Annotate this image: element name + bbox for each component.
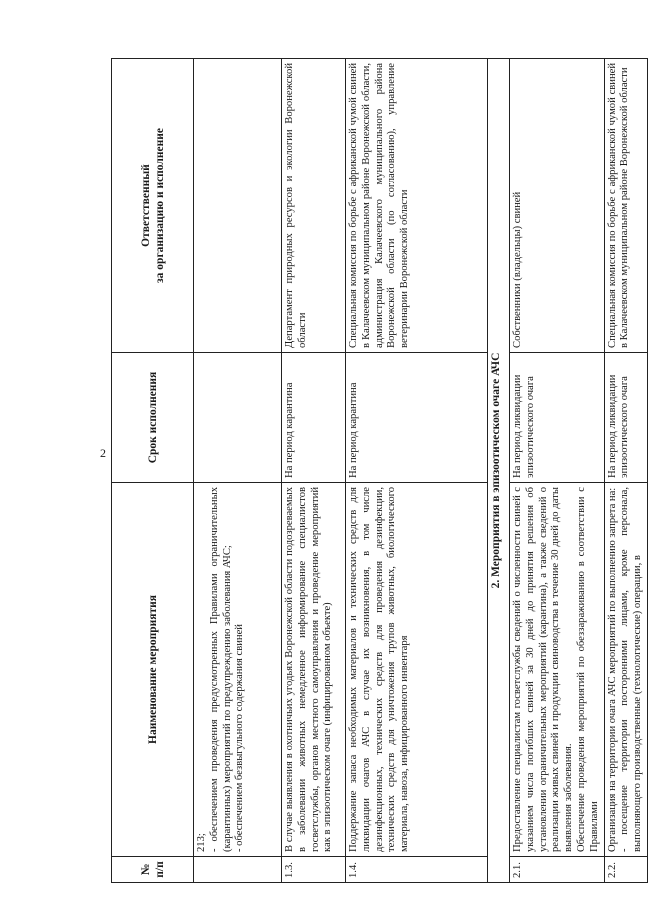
cell-event-name: Организация на территории очага АЧС мероприятий по выполнению запрета на: - посещение территории посторонними лицами, кроме персонала, выполняющего производственные (технологические) операции, в bbox=[604, 483, 647, 857]
cell-responsible: Специальная комиссия по борьбе с африканской чумой свиней в Калачеевском муниципальном районе Воронежской области, администрация Калачеевского муниципального района Воронежской области (по согласованию), управление ветеринарии Воронежской области bbox=[346, 59, 488, 353]
cell-number: 2.1. bbox=[510, 857, 605, 883]
cell-number: 1.3. bbox=[282, 857, 346, 883]
cell-deadline: На период ликвидации эпизоотического очага bbox=[604, 353, 647, 483]
cell-number bbox=[194, 857, 282, 883]
section-heading-row bbox=[488, 59, 510, 883]
cell-responsible bbox=[194, 59, 282, 353]
table-row bbox=[346, 59, 488, 883]
page-number: 2 bbox=[100, 446, 106, 460]
table-row bbox=[282, 59, 346, 883]
header-number: № п/п bbox=[112, 857, 194, 883]
cell-event-name: Предоставление специалистам госветслужбы сведений о численности свиней с указанием числа погибших свиней за 30 дней до принятия решения об установлении ограничительных мероприятий (карантина), а также сведений о реализации живых свиней и продукции свиноводства в течение 30 дней до даты выявления заболевания. Обеспечение проведения мероприятий по обеззараживанию в соответствии с Правилами bbox=[510, 483, 605, 857]
table-row bbox=[510, 59, 605, 883]
cell-deadline: На период карантина bbox=[282, 353, 346, 483]
table-row bbox=[604, 59, 647, 883]
cell-event-name: В случае выявления в охотничьих угодьях Воронежской области подозреваемых в заболевании животных немедленное информирование специалистов госветслужбы, органов местного самоуправления и проведение мероприятий как в эпизоотическом очаге (инфицированном объекте) bbox=[282, 483, 346, 857]
cell-deadline: На период карантина bbox=[346, 353, 488, 483]
table-row bbox=[194, 59, 282, 883]
cell-event-name: Поддержание запаса необходимых материалов и технических средств для ликвидации очагов АЧС в случае их возникновения, в том числе дезинфекционных, технических средств для проведения дезинфекции, технических средств для уничтожения трупов животных, биологического материала, навоза, инфицированного инвентаря bbox=[346, 483, 488, 857]
cell-event-name: 213; - обеспечением проведения предусмотренных Правилами ограничительных (карантинных) мероприятий по предупреждению заболевания АЧС; - обеспечением безвыгульного содержания свиней bbox=[194, 483, 282, 857]
events-table bbox=[111, 58, 648, 883]
header-event-name: Наименование мероприятия bbox=[112, 483, 194, 857]
header-responsible: Ответственный за организацию и исполнение bbox=[112, 59, 194, 353]
section-title: 2. Мероприятия в эпизоотическом очаге АЧС bbox=[488, 59, 510, 883]
table-header-row bbox=[112, 59, 194, 883]
cell-responsible: Собственники (владельцы) свиней bbox=[510, 59, 605, 353]
cell-deadline bbox=[194, 353, 282, 483]
landscape-table-container bbox=[111, 59, 644, 883]
cell-number: 1.4. bbox=[346, 857, 488, 883]
cell-responsible: Специальная комиссия по борьбе с африканской чумой свиней в Калачеевском муниципальном районе Воронежской области bbox=[604, 59, 647, 353]
header-deadline: Срок исполнения bbox=[112, 353, 194, 483]
cell-responsible: Департамент природных ресурсов и экологии Воронежской области bbox=[282, 59, 346, 353]
cell-number: 2.2. bbox=[604, 857, 647, 883]
cell-deadline: На период ликвидации эпизоотического очага bbox=[510, 353, 605, 483]
